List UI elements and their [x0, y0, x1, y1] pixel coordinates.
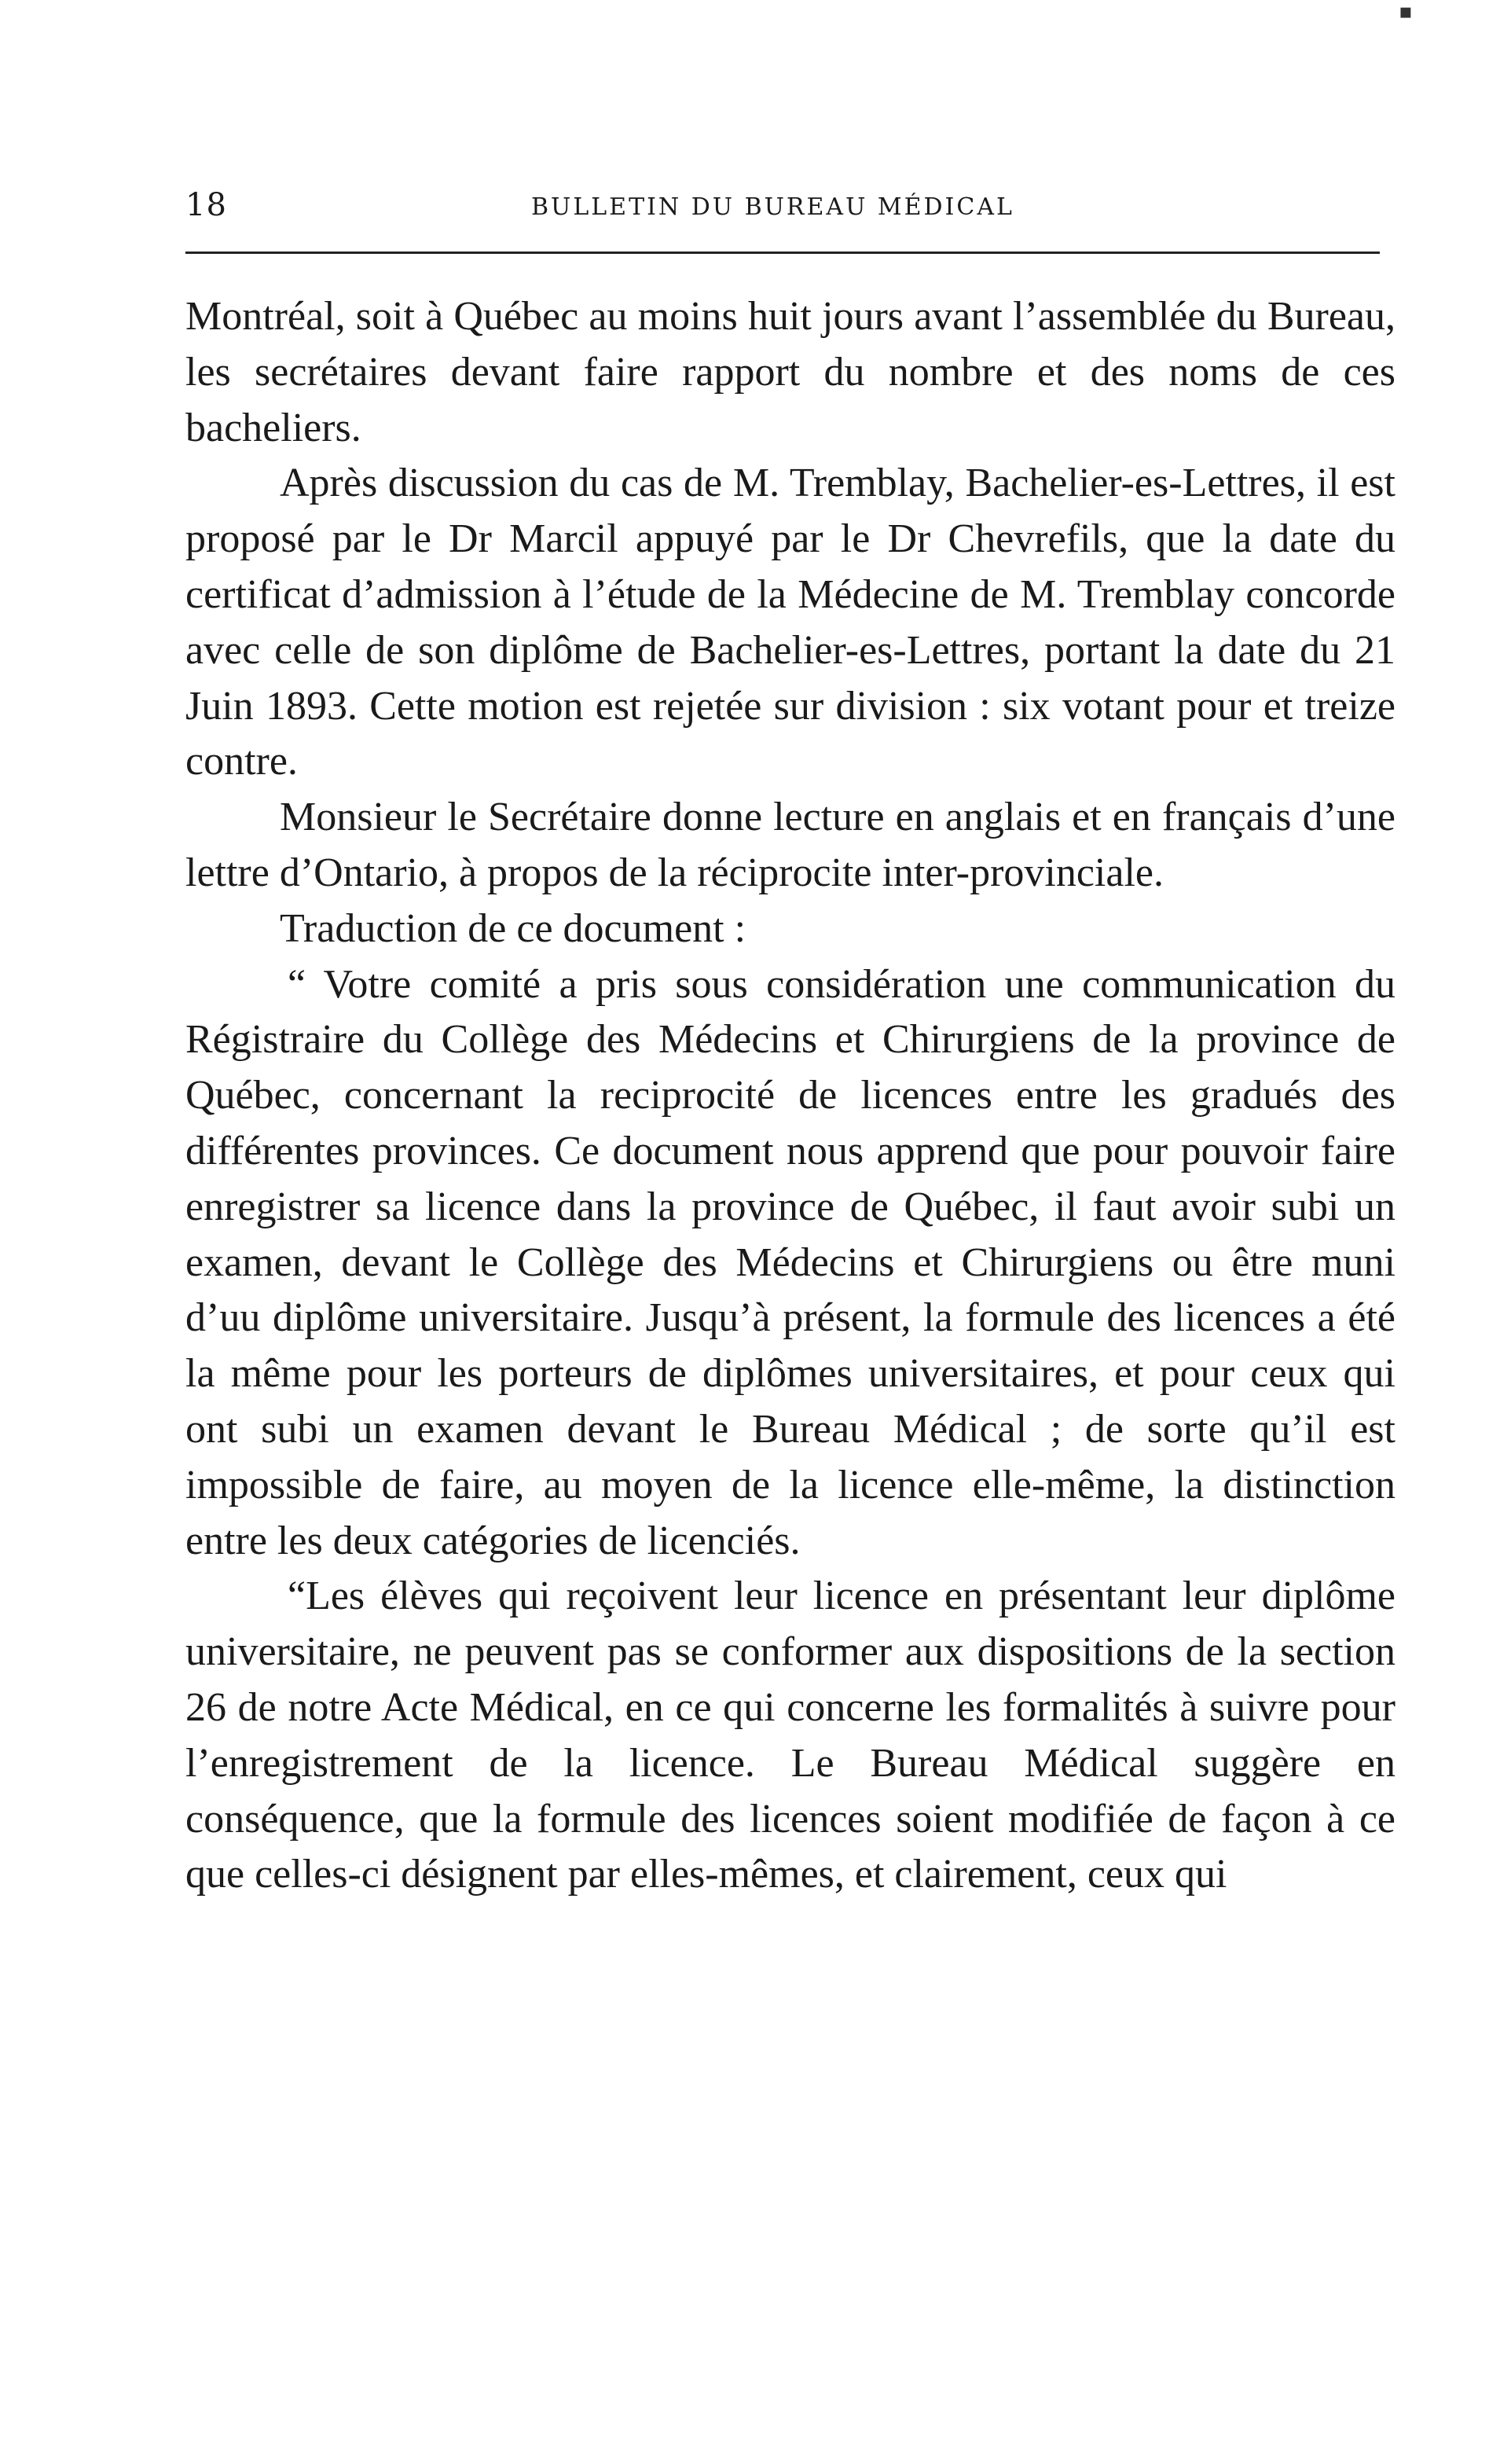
quoted-paragraph: “Les élèves qui reçoivent leur licence en présentant leur diplôme universitaire, ne peuvent pas se conformer aux dispositions de la section 26 de notre Acte Médical, en ce qui concerne les formalités à suivre pour l’enregistrement de la licence. Le Bureau Médical suggère en conséquence, que la formule des licences soient modifiée de façon à ce que celles-ci désignent par elles-mêmes, et clairement, ceux qui [185, 1574, 1395, 1897]
corner-mark: ▪ [1399, 0, 1413, 24]
body-text [185, 289, 1395, 1903]
paragraph: Après discussion du cas de M. Tremblay, Bachelier-es-Lettres, il est proposé par le Dr Marcil appuyé par le Dr Chevrefils, que la date du certificat d’admission à l’étude de la Médecine de M. Tremblay concorde avec celle de son diplôme de Bachelier-es-Lettres, portant la date du 21 Juin 1893. Cette motion est rejetée sur division : six votant pour et treize contre. [185, 461, 1395, 784]
paragraph: Monsieur le Secrétaire donne lecture en anglais et en français d’une lettre d’Ontario, à propos de la réciprocite inter-provinciale. [185, 795, 1395, 895]
running-title: BULLETIN DU BUREAU MÉDICAL [531, 193, 1014, 221]
paragraph: Traduction de ce document : [280, 905, 746, 951]
header-rule [185, 252, 1380, 254]
page-header [185, 187, 1380, 234]
paragraph: Montréal, soit à Québec au moins huit jours avant l’assemblée du Bureau, les secrétaires devant faire rapport du nombre et des noms de ces bacheliers. [185, 294, 1395, 450]
quoted-paragraph: “ Votre comité a pris sous considération une communication du Régistraire du Collège des Médecins et Chirurgiens de la province de Québec, concernant la reciprocité de licences entre les gradués des différentes provinces. Ce document nous apprend que pour pouvoir faire enregistrer sa licence dans la province de Québec, il faut avoir subi un examen, devant le Collège des Médecins et Chirurgiens ou être muni d’uu diplôme universitaire. Jusqu’à présent, la formule des licences a été la même pour les porteurs de diplômes universitaires, et pour ceux qui ont subi un examen devant le Bureau Médical ; de sorte qu’il est impossible de faire, au moyen de la licence elle-même, la distinction entre les deux catégories de licenciés. [185, 961, 1395, 1563]
page-number: 18 [185, 187, 227, 223]
